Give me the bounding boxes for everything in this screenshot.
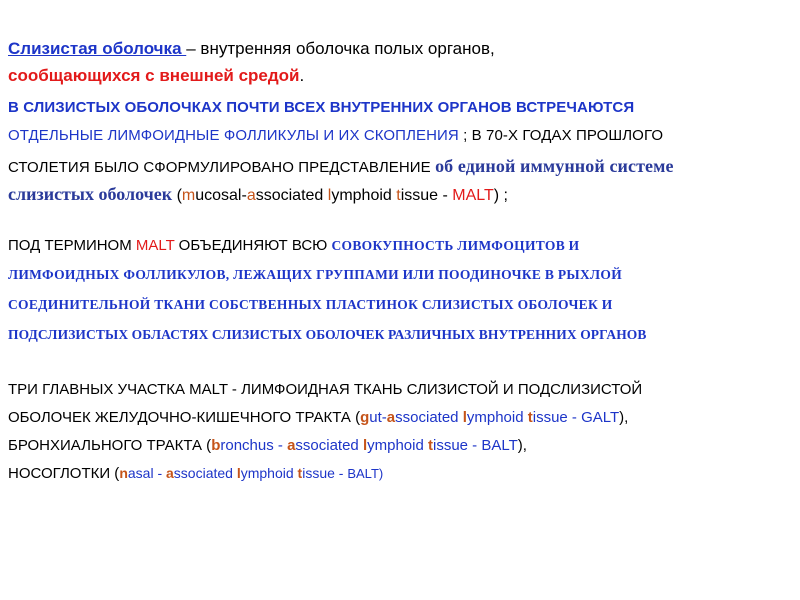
text-ssociated-4: ssociated — [173, 465, 237, 481]
text-issue-2: issue - — [532, 409, 582, 426]
definition-text: – внутренняя оболочка полых органов, — [186, 39, 495, 58]
text-nasopharynx: НОСОГЛОТКИ ( — [8, 465, 120, 482]
text-issue: issue - — [400, 187, 453, 204]
highlight-external-env: сообщающихся с внешней средой — [8, 66, 300, 85]
text-ut: ut- — [369, 409, 387, 426]
paragraph2-line-1 — [8, 100, 634, 115]
letter-a-4: a — [166, 465, 174, 481]
acronym-malt-2: MALT — [135, 237, 175, 254]
acronym-malt: MALT — [452, 187, 494, 204]
letter-a-3: a — [287, 437, 296, 454]
paragraph2-line-2 — [8, 128, 663, 143]
letter-l-3: l — [362, 437, 368, 454]
text-ymphoid: ymphoid — [331, 187, 397, 204]
acronym-balt-2: BALT) — [347, 466, 384, 481]
text-ymphoid-4: ymphoid — [240, 465, 298, 481]
letter-t: t — [396, 187, 401, 204]
paragraph3-line-3 — [8, 298, 613, 312]
paragraph4-line-4 — [8, 466, 383, 481]
text-lymphoid-intro: В СЛИЗИСТЫХ ОБОЛОЧКАХ ПОЧТИ ВСЕХ ВНУТРЕННИХ ОРГАНОВ ВСТРЕЧАЮТСЯ — [8, 99, 635, 116]
paragraph2-line-4 — [8, 185, 508, 204]
text-three-areas: ТРИ ГЛАВНЫХ УЧАСТКА MALT - ЛИМФОИДНАЯ ТКАНЬ СЛИЗИСТОЙ И ПОДСЛИЗИСТОЙ — [8, 381, 643, 398]
text-ssociated-2: ssociated — [395, 409, 463, 426]
definition-line-1 — [8, 40, 495, 57]
text-70s: ; В 70-Х ГОДАХ ПРОШЛОГО — [458, 127, 664, 144]
paragraph3-line-1 — [8, 238, 579, 253]
letter-t-2: t — [527, 409, 533, 426]
text-century: СТОЛЕТИЯ БЫЛО СФОРМУЛИРОВАНО ПРЕДСТАВЛЕНИЕ — [8, 159, 436, 176]
acronym-balt: BALT — [481, 437, 518, 454]
text-gi-tract: ОБОЛОЧЕК ЖЕЛУДОЧНО-КИШЕЧНОГО ТРАКТА ( — [8, 409, 361, 426]
definition-line-2 — [8, 67, 304, 84]
paragraph3-line-4 — [8, 328, 647, 342]
text-submucosal: ПОДСЛИЗИСТЫХ ОБЛАСТЯХ СЛИЗИСТЫХ ОБОЛОЧЕК РАЗЛИЧНЫХ ВНУТРЕННИХ ОРГАНОВ — [8, 327, 647, 342]
text-ssociated: ssociated — [255, 187, 328, 204]
text-bronchial: БРОНХИАЛЬНОГО ТРАКТА ( — [8, 437, 212, 454]
text-ssociated-3: ssociated — [295, 437, 363, 454]
letter-g: g — [360, 409, 370, 426]
text-follicles: ОТДЕЛЬНЫЕ ЛИМФОИДНЫЕ ФОЛЛИКУЛЫ И ИХ СКОПЛЕНИЯ — [8, 127, 459, 144]
text-issue-3: issue - — [433, 437, 482, 454]
text-ronchus: ronchus - — [220, 437, 288, 454]
paren-open: ( — [172, 187, 182, 204]
text-lymphocyte-set: СОВОКУПНОСТЬ ЛИМФОЦИТОВ И — [331, 238, 580, 253]
text-ucosal: ucosal- — [195, 187, 247, 204]
text-issue-4: issue - — [302, 465, 348, 481]
letter-n: n — [119, 465, 128, 481]
text-term: ПОД ТЕРМИНОМ — [8, 237, 136, 254]
letter-b: b — [211, 437, 221, 454]
letter-a-2: a — [386, 409, 396, 426]
paragraph4-line-3 — [8, 438, 527, 453]
paren-close-3: ), — [517, 437, 527, 454]
text-asal: asal - — [127, 465, 166, 481]
paren-close: ) ; — [493, 187, 508, 204]
letter-a: a — [246, 187, 256, 204]
text-ymphoid-3: ymphoid — [367, 437, 428, 454]
paragraph4-line-1 — [8, 382, 642, 397]
letter-t-4: t — [297, 465, 303, 481]
text-connective-tissue: СОЕДИНИТЕЛЬНОЙ ТКАНИ СОБСТВЕННЫХ ПЛАСТИНОК СЛИЗИСТЫХ ОБОЛОЧЕК И — [8, 297, 613, 312]
text-mucous-membranes: слизистых оболочек — [8, 184, 173, 204]
letter-l-4: l — [236, 465, 241, 481]
paren-close-2: ), — [619, 409, 629, 426]
letter-l: l — [327, 187, 332, 204]
paragraph4-line-2 — [8, 410, 628, 425]
text-follicles-groups: ЛИМФОИДНЫХ ФОЛЛИКУЛОВ, ЛЕЖАЩИХ ГРУППАМИ ИЛИ ПООДИНОЧКЕ В РЫХЛОЙ — [8, 267, 622, 282]
text-unified-immune: об единой иммунной системе — [435, 156, 674, 176]
term-mucosa: Слизистая оболочка — [8, 39, 187, 58]
paragraph2-line-3 — [8, 157, 674, 175]
acronym-galt: GALT — [581, 409, 620, 426]
letter-m: m — [181, 187, 196, 204]
letter-t-3: t — [428, 437, 433, 454]
text-ymphoid-2: ymphoid — [466, 409, 528, 426]
paragraph3-line-2 — [8, 268, 622, 282]
text-unite: ОБЪЕДИНЯЮТ ВСЮ — [174, 237, 332, 254]
letter-l-2: l — [462, 409, 467, 426]
period: . — [299, 66, 305, 85]
